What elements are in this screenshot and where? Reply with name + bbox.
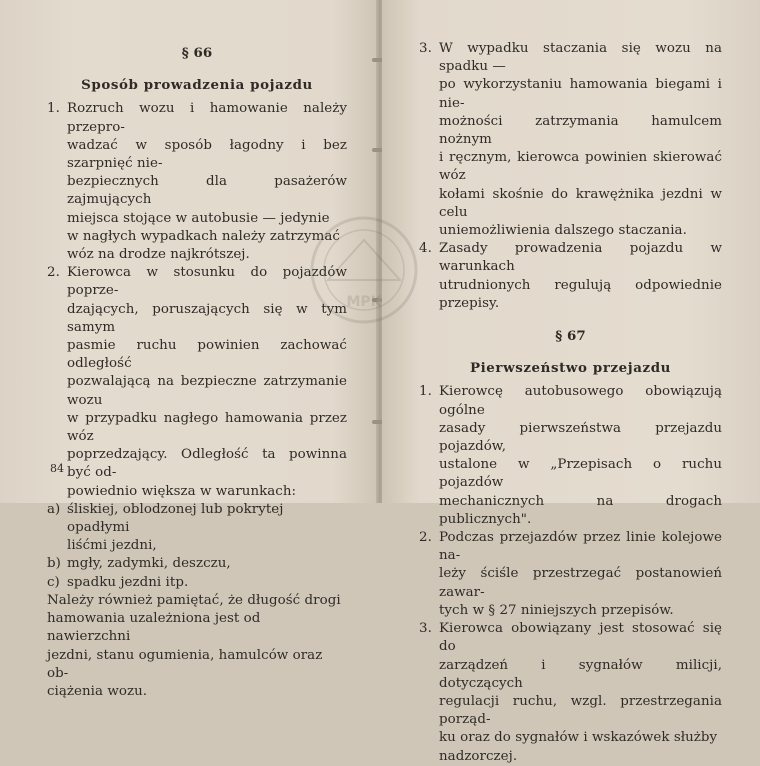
text-line: regulacji ruchu, wzgl. przestrzegania porząd- [439,693,722,728]
text-line: mgły, zadymki, deszczu, [67,556,231,572]
paragraph-67-2 [419,529,722,620]
text-line: Rozruch wozu i hamowanie należy przepro- [67,101,347,135]
paragraph-number: 1. [47,101,60,117]
text-line: dzających, poruszających się w tym samym [67,301,347,335]
section-title-66: Sposób prowadzenia pojazdu [81,77,313,94]
paragraph-text [439,240,722,313]
paragraph-66-3 [419,40,722,240]
text-line: i ręcznym, kierowca powinien skierować wóz [439,150,722,184]
sub-item-c [47,574,347,592]
text-line: po wykorzystaniu hamowania biegami i nie- [439,77,722,111]
text-line: ku oraz do sygnałów i wskazówek służby [439,730,718,746]
text-line: wadzać w sposób łagodny i bez szarpnięć nie- [67,137,347,172]
sub-item-label: c) [47,574,60,590]
sub-item-text [67,555,231,573]
text-line: ustalone w „Przepisach o ruchu pojazdów [439,457,722,491]
text-line: zarządzeń i sygnałów milicji, dotyczących [439,657,722,691]
text-line: utrudnionych regulują odpowiednie przepisy. [439,277,722,311]
text-line: Podczas przejazdów przez linie kolejowe na- [439,530,722,564]
text-line: Kierowcę autobusowego obowiązują ogólne [439,384,722,418]
paragraph-number: 2. [419,530,432,546]
text-line: wóz na drodze najkrótszej. [67,247,250,263]
text-line: kołami skośnie do krawężnika jezdni w celu [439,186,722,220]
paragraph-number: 4. [419,241,432,257]
paragraph-number: 3. [419,41,432,56]
right-page-text [419,40,722,766]
text-line: w przypadku nagłego hamowania przez wóz [67,410,347,445]
text-line: hamowania uzależniona jest od nawierzchni [47,611,261,645]
text-line: nadzorczej. [439,748,518,764]
text-line: powiednio większa w warunkach: [67,483,297,499]
paragraph-66-4 [419,240,722,313]
section-number-67: § 67 [555,328,586,345]
text-line: liśćmi jezdni, [67,538,157,554]
page-number: 84 [50,462,64,475]
paragraph-text [439,383,722,529]
paragraph-number: 3. [419,621,432,637]
text-line: Kierowca w stosunku do pojazdów poprze- [67,265,347,299]
text-line: pasmie ruchu powinien zachować odległość [67,338,347,372]
text-line: poprzedzający. Odległość ta powinna być od- [67,447,347,481]
sub-item-label: a) [47,501,61,517]
text-line: pozwalającą na bezpieczne zatrzymanie wozu [67,374,347,408]
text-line: w nagłych wypadkach należy zatrzymać [67,228,340,244]
text-line: tych w § 27 niniejszych przepisów. [439,602,674,618]
sub-item-label: b) [47,556,61,572]
text-line: bezpiecznych dla pasażerów zajmujących [67,174,347,208]
section-title-67: Pierwszeństwo przejazdu [469,360,672,377]
text-line: ciążenia wozu. [47,683,148,699]
text-line: W wypadku staczania się wozu na spadku — [439,41,722,75]
sub-item-a [47,501,347,556]
text-line: zasady pierwszeństwa przejazdu pojazdów, [439,420,722,455]
paragraph-67-1 [419,383,722,529]
paragraph-number: 1. [419,384,432,400]
sub-item-b [47,555,347,573]
section-number-66: § 66 [181,45,213,61]
paragraph-67-3 [419,620,722,766]
left-page-text [47,44,347,701]
stamp-text: MPK [346,294,382,310]
library-stamp [298,210,430,330]
text-line: śliskiej, oblodzonej lub pokrytej opadłymi [67,501,284,536]
closing-paragraph [47,592,347,701]
right-page [382,0,760,764]
paragraph-text [439,620,722,766]
text-line: leży ściśle przestrzegać postanowień zawar- [439,566,722,600]
text-line: Kierowca obowiązany jest stosować się do [439,621,722,655]
sub-item-text [67,501,347,556]
paragraph-text [439,40,722,240]
text-line: spadku jezdni itp. [67,574,189,590]
sub-item-text [67,574,188,592]
text-line: miejsca stojące w autobusie — jedynie [67,210,330,226]
text-line: możności zatrzymania hamulcem nożnym [439,113,722,148]
text-line: Zasady prowadzenia pojazdu w warunkach [439,241,722,275]
text-line: mechanicznych na drogach publicznych". [439,493,722,527]
paragraph-number: 2. [47,265,60,281]
text-line: uniemożliwienia dalszego staczania. [439,223,687,239]
text-line: Należy również pamiętać, że długość drogi [47,592,341,608]
paragraph-text [439,529,722,620]
text-line: jezdni, stanu ogumienia, hamulców oraz ob- [47,647,323,681]
